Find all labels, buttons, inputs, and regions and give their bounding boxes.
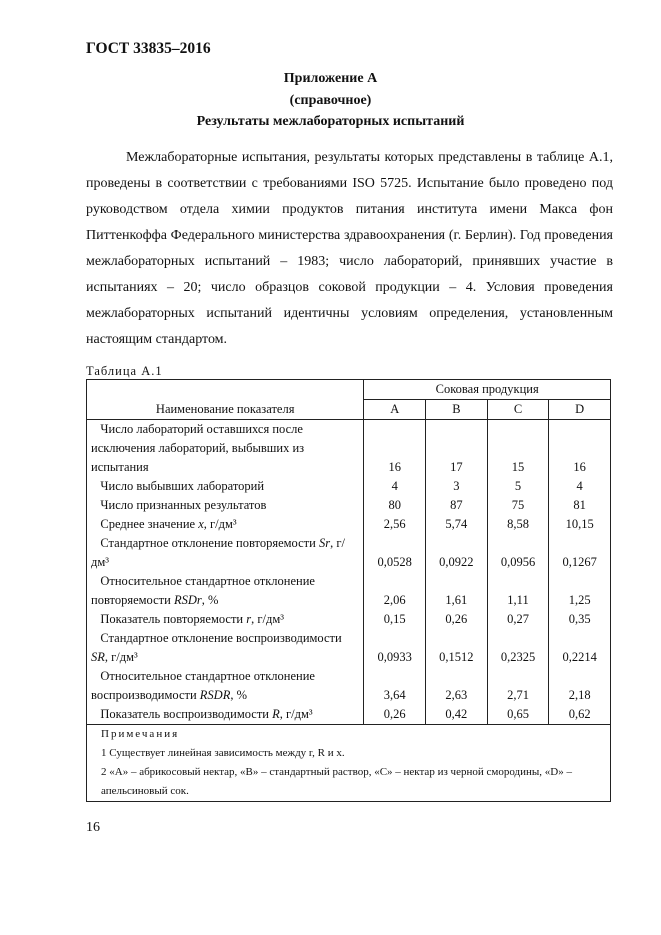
cell-value: 5,74 bbox=[426, 515, 488, 534]
cell-value: 3,64 bbox=[364, 667, 426, 705]
cell-value: 0,35 bbox=[549, 610, 611, 629]
table-row bbox=[87, 629, 611, 667]
cell-value: 0,26 bbox=[364, 705, 426, 725]
row-label-text: Показатель воспроизводимости bbox=[100, 707, 273, 721]
cell-value: 4 bbox=[364, 477, 426, 496]
row-label-symbol: R bbox=[272, 707, 280, 721]
cell-value: 10,15 bbox=[549, 515, 611, 534]
appendix-subtitle: Результаты межлабораторных испытаний bbox=[196, 114, 465, 129]
cell-value: 4 bbox=[549, 477, 611, 496]
row-label bbox=[87, 420, 364, 478]
table-row bbox=[87, 496, 611, 515]
page-number: 16 bbox=[86, 820, 100, 835]
row-label-symbol: RSDr bbox=[173, 593, 202, 607]
row-label-unit: , г/дм³ bbox=[251, 612, 284, 626]
row-label-symbol: r bbox=[246, 612, 252, 626]
row-label bbox=[87, 515, 364, 534]
row-label bbox=[87, 629, 364, 667]
row-label-unit: , г/дм³ bbox=[91, 536, 345, 569]
row-label-text: Относительное стандартное отклонение воспроизводимости bbox=[91, 669, 315, 702]
row-label bbox=[87, 572, 364, 610]
cell-value: 0,0528 bbox=[364, 534, 426, 572]
cell-value: 16 bbox=[364, 420, 426, 478]
row-label bbox=[87, 705, 364, 725]
header-col-a: A bbox=[364, 400, 426, 420]
cell-value: 2,06 bbox=[364, 572, 426, 610]
row-label-symbol: Sr bbox=[318, 536, 331, 550]
header-product-group: Соковая продукция bbox=[364, 380, 611, 400]
intro-paragraph bbox=[86, 145, 613, 353]
row-label-unit: , г/дм³ bbox=[203, 517, 237, 531]
cell-value: 87 bbox=[426, 496, 488, 515]
intro-paragraph-text: Межлабораторные испытания, результаты которых представлены в таблице А.1, проведены в соответствии с требованиями ISO 5725. Испытание было проведено под руководством отдела химии продуктов питания института имени Макса фон Питтенкоффа Федерального министерства здравоохранения (г. Берлин). Год проведения межлабораторных испытаний – 1983; число лабораторий, принявших участие в испытаниях – 20; число образцов соковой продукции – 4. Условия проведения межлабораторных испытаний идентичны условиям определения, установленным настоящим стандартом. bbox=[86, 150, 613, 347]
cell-value: 0,62 bbox=[549, 705, 611, 725]
row-label-text: Число лабораторий оставшихся после исключения лабораторий, выбывших из испытания bbox=[91, 422, 305, 474]
document-code: ГОСТ 33835–2016 bbox=[86, 40, 211, 57]
table-row bbox=[87, 705, 611, 725]
row-label-text: Относительное стандартное отклонение повторяемости bbox=[91, 574, 315, 607]
row-label-text: Число признанных результатов bbox=[100, 498, 267, 512]
cell-value: 0,15 bbox=[364, 610, 426, 629]
row-label-symbol: RSDR bbox=[199, 688, 231, 702]
row-label bbox=[87, 477, 364, 496]
cell-value: 17 bbox=[426, 420, 488, 478]
row-label-symbol: SR bbox=[91, 650, 105, 664]
cell-value: 0,42 bbox=[426, 705, 488, 725]
note-2: 2 «А» – абрикосовый нектар, «В» – стандартный раствор, «С» – нектар из черной смородины, «D» – апельсиновый сок. bbox=[101, 766, 572, 797]
cell-value: 16 bbox=[549, 420, 611, 478]
header-col-d: D bbox=[549, 400, 611, 420]
row-label-text: Показатель повторяемости bbox=[100, 612, 247, 626]
row-label-symbol: x bbox=[198, 517, 204, 531]
cell-value: 81 bbox=[549, 496, 611, 515]
row-label bbox=[87, 496, 364, 515]
cell-value: 2,56 bbox=[364, 515, 426, 534]
cell-value: 1,61 bbox=[426, 572, 488, 610]
header-col-b: B bbox=[426, 400, 488, 420]
cell-value: 2,18 bbox=[549, 667, 611, 705]
cell-value: 0,2325 bbox=[487, 629, 549, 667]
row-label-unit: , г/дм³ bbox=[279, 707, 313, 721]
header-indicator-name: Наименование показателя bbox=[87, 380, 364, 420]
cell-value: 8,58 bbox=[487, 515, 549, 534]
row-label-unit: , % bbox=[230, 688, 248, 702]
cell-value: 0,2214 bbox=[549, 629, 611, 667]
table-caption: Таблица А.1 bbox=[86, 364, 163, 378]
cell-value: 5 bbox=[487, 477, 549, 496]
table-row bbox=[87, 515, 611, 534]
row-label-unit: , % bbox=[201, 593, 219, 607]
cell-value: 15 bbox=[487, 420, 549, 478]
cell-value: 75 bbox=[487, 496, 549, 515]
row-label-unit: , г/дм³ bbox=[104, 650, 138, 664]
table-notes bbox=[87, 725, 611, 802]
appendix-title: Приложение А bbox=[283, 71, 378, 86]
cell-value: 0,1512 bbox=[426, 629, 488, 667]
note-1: 1 Существует линейная зависимость между r, R и x. bbox=[101, 747, 345, 759]
header-col-c: C bbox=[487, 400, 549, 420]
row-label-text: Стандартное отклонение воспроизводимости bbox=[100, 631, 342, 645]
cell-value: 0,26 bbox=[426, 610, 488, 629]
cell-value: 0,0922 bbox=[426, 534, 488, 572]
notes-title: Примечания bbox=[101, 728, 180, 740]
cell-value: 2,63 bbox=[426, 667, 488, 705]
cell-value: 0,27 bbox=[487, 610, 549, 629]
table-row bbox=[87, 610, 611, 629]
cell-value: 0,1267 bbox=[549, 534, 611, 572]
row-label-text: Среднее значение bbox=[100, 517, 199, 531]
cell-value: 0,0956 bbox=[487, 534, 549, 572]
table-body bbox=[87, 420, 611, 725]
cell-value: 0,0933 bbox=[364, 629, 426, 667]
table-row bbox=[87, 572, 611, 610]
row-label-text: Число выбывших лабораторий bbox=[100, 479, 265, 493]
table-row bbox=[87, 667, 611, 705]
cell-value: 80 bbox=[364, 496, 426, 515]
table-row bbox=[87, 534, 611, 572]
row-label-text: Стандартное отклонение повторяемости bbox=[100, 536, 319, 550]
results-table bbox=[86, 379, 611, 802]
cell-value: 0,65 bbox=[487, 705, 549, 725]
cell-value: 3 bbox=[426, 477, 488, 496]
row-label bbox=[87, 534, 364, 572]
table-row bbox=[87, 420, 611, 478]
row-label bbox=[87, 667, 364, 705]
cell-value: 2,71 bbox=[487, 667, 549, 705]
appendix-status: (справочное) bbox=[289, 93, 372, 108]
row-label bbox=[87, 610, 364, 629]
table-row bbox=[87, 477, 611, 496]
cell-value: 1,11 bbox=[487, 572, 549, 610]
cell-value: 1,25 bbox=[549, 572, 611, 610]
